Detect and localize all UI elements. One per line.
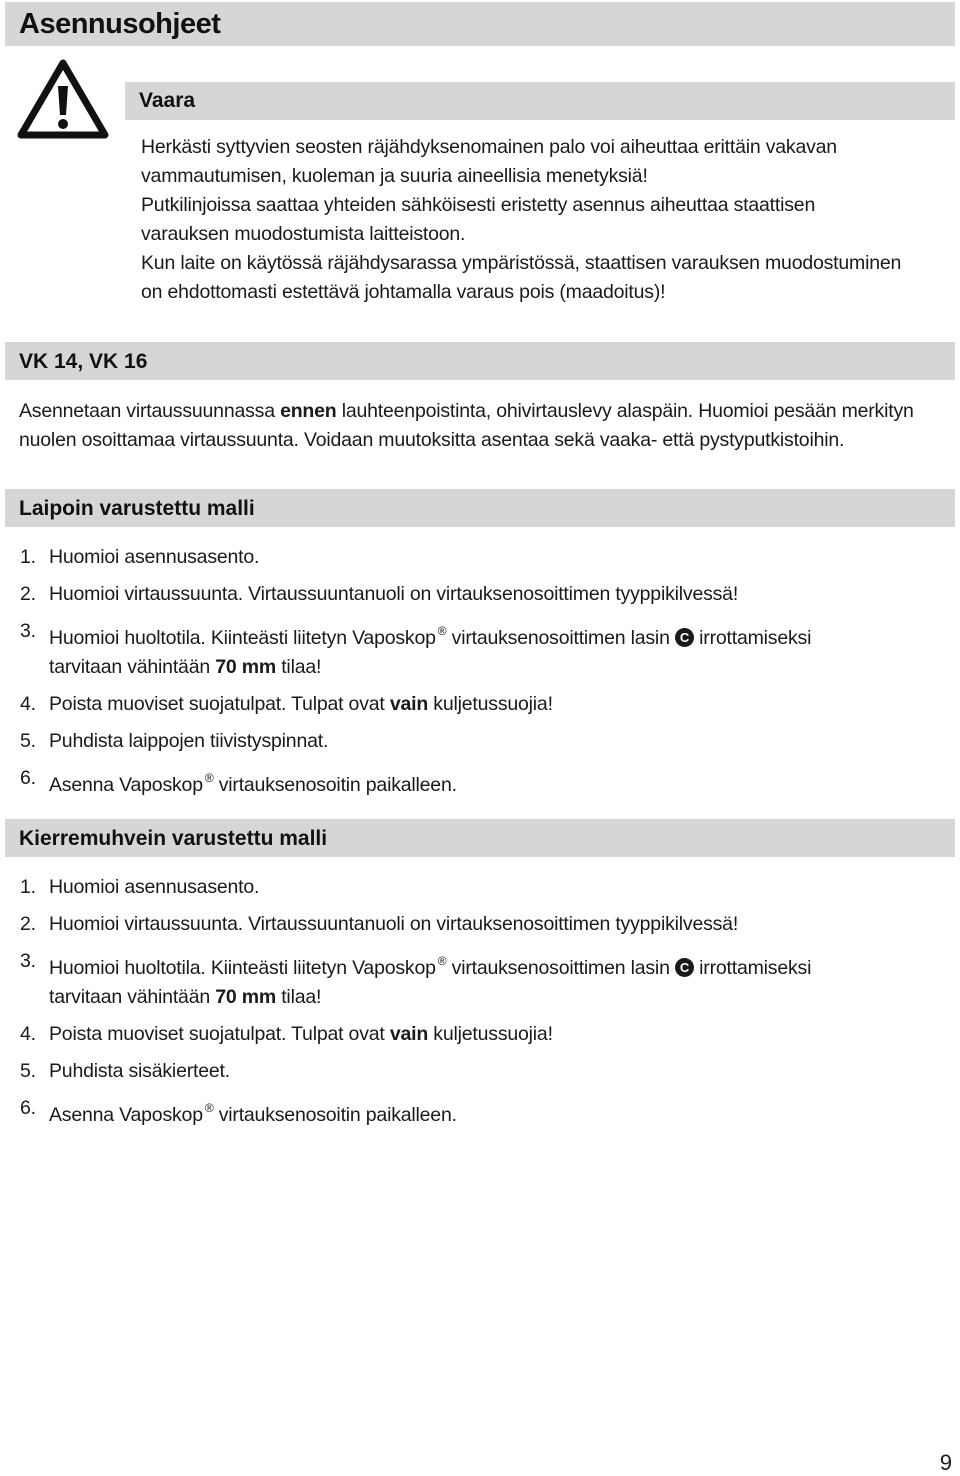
warning-line: Kun laite on käytössä räjähdysarassa ympäristössä, staattisen varauksen muodostuminen: [141, 252, 902, 274]
part-c-badge: C: [675, 628, 694, 647]
step-text: virtauksenosoitin paikalleen.: [213, 1104, 457, 1126]
step-text: Poista muoviset suojatulpat. Tulpat ovat: [49, 693, 390, 715]
thread-steps: [20, 873, 811, 1138]
step-text: virtauksenosoittimen lasin: [446, 627, 675, 649]
step-text: Huomioi huoltotila. Kiinteästi liitetyn Vaposkop: [49, 957, 436, 979]
section-title-thread: Kierremuhvein varustettu malli: [19, 827, 328, 850]
list-item: [20, 910, 811, 939]
flange-steps: [20, 543, 811, 808]
section-header-vk: [5, 342, 955, 380]
step-number: 5.: [20, 1060, 36, 1082]
warning-line: varauksen muodostumista laitteistoon.: [141, 223, 466, 245]
list-item: [20, 580, 811, 609]
step-text: tarvitaan vähintään: [49, 656, 216, 678]
step-number: 1.: [20, 876, 36, 898]
step-number: 3.: [20, 620, 36, 642]
registered-mark: ®: [437, 624, 447, 638]
list-item: [20, 617, 811, 682]
step-text: Poista muoviset suojatulpat. Tulpat ovat: [49, 1023, 390, 1045]
step-text: tilaa!: [276, 986, 322, 1008]
step-text: tilaa!: [276, 656, 322, 678]
step-number: 4.: [20, 693, 36, 715]
step-text: irrottamiseksi: [693, 957, 812, 979]
warning-triangle-icon: [17, 58, 109, 140]
step-text: Asenna Vaposkop: [49, 774, 203, 796]
step-text: Puhdista laippojen tiivistyspinnat.: [49, 730, 329, 752]
text: lauhteenpoistinta, ohivirtauslevy alaspäin. Huomioi pesään merkityn: [336, 400, 914, 422]
section-title-vk: VK 14, VK 16: [19, 350, 148, 373]
list-item: [20, 1057, 811, 1086]
list-item: [20, 947, 811, 1012]
bold-text: vain: [389, 693, 429, 715]
registered-mark: ®: [204, 1101, 214, 1115]
page-title: Asennusohjeet: [19, 8, 221, 40]
bold-text: 70 mm: [215, 656, 276, 678]
list-item: [20, 764, 811, 800]
step-text: virtauksenosoitin paikalleen.: [213, 774, 457, 796]
page-number: 9: [939, 1450, 952, 1475]
section-header-flange: [5, 489, 955, 527]
step-text: kuljetussuojia!: [428, 693, 553, 715]
list-item: [20, 727, 811, 756]
step-text: virtauksenosoittimen lasin: [446, 957, 675, 979]
step-number: 6.: [20, 767, 36, 789]
step-number: 5.: [20, 730, 36, 752]
step-number: 6.: [20, 1097, 36, 1119]
section-header-thread: [5, 819, 955, 857]
text: Asennetaan virtaussuunnassa: [19, 400, 281, 422]
warning-line: Putkilinjoissa saattaa yhteiden sähköisesti eristetty asennus aiheuttaa staattisen: [141, 194, 816, 216]
warning-header: [125, 82, 955, 120]
step-number: 1.: [20, 546, 36, 568]
step-text: tarvitaan vähintään: [49, 986, 216, 1008]
step-text: irrottamiseksi: [693, 627, 812, 649]
warning-title: Vaara: [139, 89, 196, 112]
step-number: 2.: [20, 913, 36, 935]
vk-intro-line: [19, 397, 954, 426]
step-text: Huomioi virtaussuunta. Virtaussuuntanuoli on virtauksenosoittimen tyyppikilvessä!: [49, 583, 739, 605]
list-item: [20, 1094, 811, 1130]
vk-intro: [19, 397, 954, 455]
step-number: 3.: [20, 950, 36, 972]
step-number: 2.: [20, 583, 36, 605]
step-text: Huomioi virtaussuunta. Virtaussuuntanuoli on virtauksenosoittimen tyyppikilvessä!: [49, 913, 739, 935]
warning-line: on ehdottomasti estettävä johtamalla varaus pois (maadoitus)!: [141, 281, 666, 303]
bold-text: ennen: [280, 400, 337, 422]
warning-text: [141, 133, 956, 307]
registered-mark: ®: [437, 954, 447, 968]
step-text: Asenna Vaposkop: [49, 1104, 203, 1126]
list-item: [20, 543, 811, 572]
step-text: kuljetussuojia!: [428, 1023, 553, 1045]
warning-line: Herkästi syttyvien seosten räjähdyksenomainen palo voi aiheuttaa erittäin vakavan: [141, 136, 837, 158]
warning-line: vammautumisen, kuoleman ja suuria aineellisia menetyksiä!: [141, 165, 648, 187]
bold-text: 70 mm: [215, 986, 276, 1008]
page-title-bar: [5, 2, 955, 46]
registered-mark: ®: [204, 771, 214, 785]
step-text: Huomioi asennusasento.: [49, 876, 260, 898]
step-text: Huomioi huoltotila. Kiinteästi liitetyn Vaposkop: [49, 627, 436, 649]
vk-intro-line: nuolen osoittamaa virtaussuunta. Voidaan muutoksitta asentaa sekä vaaka- että pystyputkistoihin.: [19, 429, 845, 451]
section-title-flange: Laipoin varustettu malli: [19, 497, 255, 520]
step-number: 4.: [20, 1023, 36, 1045]
step-text: Puhdista sisäkierteet.: [49, 1060, 230, 1082]
list-item: [20, 1020, 811, 1049]
step-text: Huomioi asennusasento.: [49, 546, 260, 568]
list-item: [20, 690, 811, 719]
bold-text: vain: [389, 1023, 429, 1045]
list-item: [20, 873, 811, 902]
part-c-badge: C: [675, 958, 694, 977]
